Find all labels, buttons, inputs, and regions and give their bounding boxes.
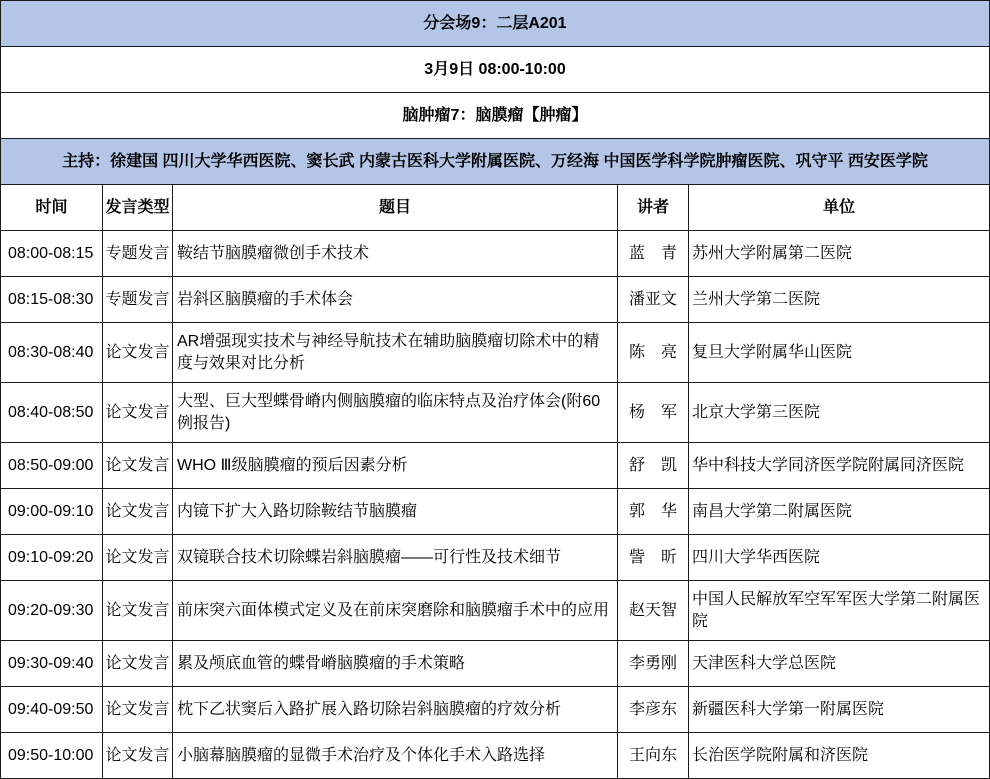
session-datetime: 3月9日 08:00-10:00 — [1, 47, 990, 93]
unit-cell: 华中科技大学同济医学院附属同济医院 — [689, 443, 990, 489]
title-cell: 小脑幕脑膜瘤的显微手术治疗及个体化手术入路选择 — [173, 733, 618, 779]
topic-row — [1, 93, 990, 139]
column-header-row — [1, 185, 990, 231]
session-venue: 分会场9：二层A201 — [1, 1, 990, 47]
type-cell: 论文发言 — [103, 489, 173, 535]
column-header-speaker: 讲者 — [618, 185, 689, 231]
time-cell: 08:40-08:50 — [1, 383, 103, 443]
time-cell: 09:10-09:20 — [1, 535, 103, 581]
type-cell: 论文发言 — [103, 383, 173, 443]
speaker-cell: 舒 凯 — [618, 443, 689, 489]
unit-cell: 兰州大学第二医院 — [689, 277, 990, 323]
time-cell: 09:00-09:10 — [1, 489, 103, 535]
title-cell: WHO Ⅲ级脑膜瘤的预后因素分析 — [173, 443, 618, 489]
speaker-cell: 潘亚文 — [618, 277, 689, 323]
type-cell: 专题发言 — [103, 231, 173, 277]
speaker-cell: 陈 亮 — [618, 323, 689, 383]
time-cell: 09:40-09:50 — [1, 687, 103, 733]
time-cell: 09:20-09:30 — [1, 581, 103, 641]
title-cell: AR增强现实技术与神经导航技术在辅助脑膜瘤切除术中的精度与效果对比分析 — [173, 323, 618, 383]
speaker-cell: 王向东 — [618, 733, 689, 779]
hosts-row — [1, 139, 990, 185]
column-header-time: 时间 — [1, 185, 103, 231]
schedule-row — [1, 535, 990, 581]
speaker-cell: 訾 昕 — [618, 535, 689, 581]
session-topic: 脑肿瘤7：脑膜瘤【肿瘤】 — [1, 93, 990, 139]
unit-cell: 新疆医科大学第一附属医院 — [689, 687, 990, 733]
unit-cell: 天津医科大学总医院 — [689, 641, 990, 687]
datetime-row — [1, 47, 990, 93]
speaker-cell: 赵天智 — [618, 581, 689, 641]
type-cell: 论文发言 — [103, 581, 173, 641]
schedule-row — [1, 323, 990, 383]
time-cell: 08:50-09:00 — [1, 443, 103, 489]
column-header-title: 题目 — [173, 185, 618, 231]
type-cell: 论文发言 — [103, 687, 173, 733]
type-cell: 论文发言 — [103, 641, 173, 687]
title-cell: 双镜联合技术切除蝶岩斜脑膜瘤——可行性及技术细节 — [173, 535, 618, 581]
column-header-unit: 单位 — [689, 185, 990, 231]
title-cell: 内镜下扩大入路切除鞍结节脑膜瘤 — [173, 489, 618, 535]
column-header-type: 发言类型 — [103, 185, 173, 231]
unit-cell: 南昌大学第二附属医院 — [689, 489, 990, 535]
type-cell: 论文发言 — [103, 535, 173, 581]
unit-cell: 四川大学华西医院 — [689, 535, 990, 581]
schedule-row — [1, 733, 990, 779]
speaker-cell: 杨 军 — [618, 383, 689, 443]
time-cell: 08:15-08:30 — [1, 277, 103, 323]
unit-cell: 长治医学院附属和济医院 — [689, 733, 990, 779]
speaker-cell: 蓝 青 — [618, 231, 689, 277]
time-cell: 09:30-09:40 — [1, 641, 103, 687]
type-cell: 论文发言 — [103, 323, 173, 383]
type-cell: 论文发言 — [103, 443, 173, 489]
type-cell: 专题发言 — [103, 277, 173, 323]
schedule-row — [1, 581, 990, 641]
title-cell: 鞍结节脑膜瘤微创手术技术 — [173, 231, 618, 277]
session-hosts: 主持：徐建国 四川大学华西医院、窦长武 内蒙古医科大学附属医院、万经海 中国医学科学院肿瘤医院、巩守平 西安医学院 — [1, 139, 990, 185]
type-cell: 论文发言 — [103, 733, 173, 779]
schedule-row — [1, 641, 990, 687]
schedule-row — [1, 383, 990, 443]
title-cell: 大型、巨大型蝶骨嵴内侧脑膜瘤的临床特点及治疗体会(附60例报告) — [173, 383, 618, 443]
unit-cell: 苏州大学附属第二医院 — [689, 231, 990, 277]
unit-cell: 中国人民解放军空军军医大学第二附属医院 — [689, 581, 990, 641]
title-cell: 岩斜区脑膜瘤的手术体会 — [173, 277, 618, 323]
speaker-cell: 李勇刚 — [618, 641, 689, 687]
schedule-row — [1, 489, 990, 535]
schedule-row — [1, 443, 990, 489]
schedule-row — [1, 277, 990, 323]
title-cell: 枕下乙状窦后入路扩展入路切除岩斜脑膜瘤的疗效分析 — [173, 687, 618, 733]
schedule-row — [1, 687, 990, 733]
schedule-row — [1, 231, 990, 277]
title-cell: 累及颅底血管的蝶骨嵴脑膜瘤的手术策略 — [173, 641, 618, 687]
speaker-cell: 郭 华 — [618, 489, 689, 535]
unit-cell: 复旦大学附属华山医院 — [689, 323, 990, 383]
time-cell: 09:50-10:00 — [1, 733, 103, 779]
title-cell: 前床突六面体模式定义及在前床突磨除和脑膜瘤手术中的应用 — [173, 581, 618, 641]
speaker-cell: 李彦东 — [618, 687, 689, 733]
time-cell: 08:00-08:15 — [1, 231, 103, 277]
venue-row — [1, 1, 990, 47]
time-cell: 08:30-08:40 — [1, 323, 103, 383]
unit-cell: 北京大学第三医院 — [689, 383, 990, 443]
